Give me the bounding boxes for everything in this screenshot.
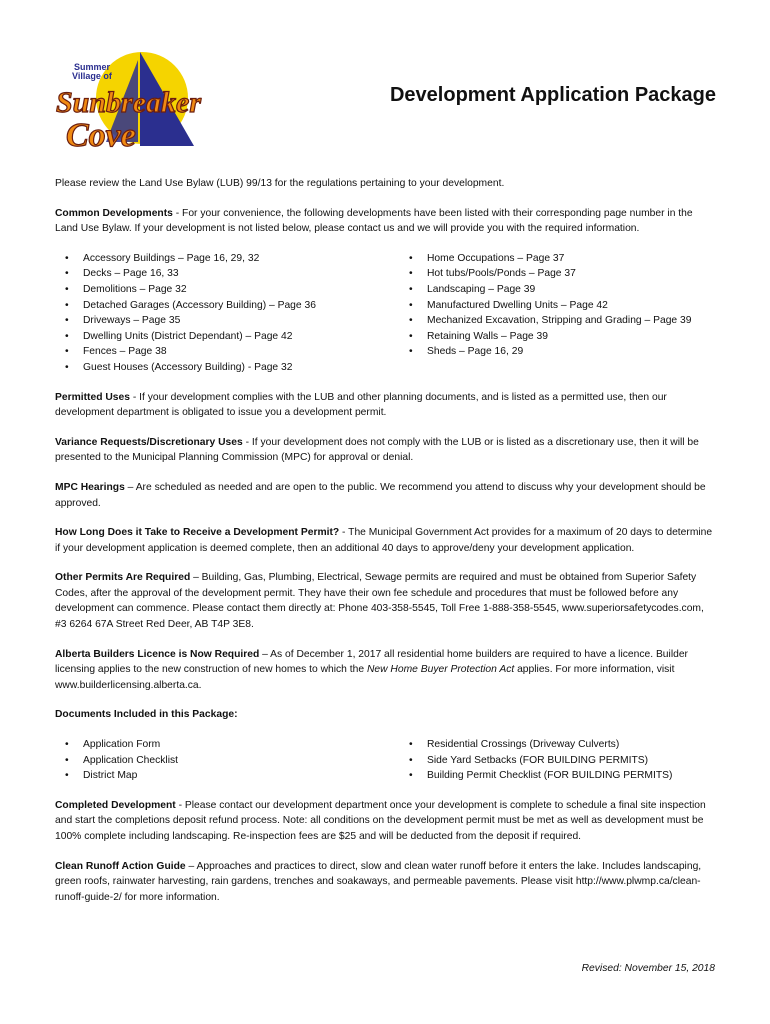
variance-text: - If your development does not comply with the LUB or is listed as a discretionary use, then it will be presented to the Municipal Planning Commission (MPC) for approval or denial. — [55, 436, 699, 464]
list-item: • Landscaping – Page 39 — [399, 282, 717, 298]
common-list-right — [399, 251, 717, 376]
intro-paragraph: Please review the Land Use Bylaw (LUB) 99/13 for the regulations pertaining to your development. — [55, 178, 505, 189]
common-heading: Common Developments — [55, 207, 173, 219]
permitted-heading: Permitted Uses — [55, 391, 130, 403]
mpc-text: – Are scheduled as needed and are open to the public. We recommend you attend to discuss why your development should be approved. — [55, 481, 706, 509]
document-body — [55, 176, 717, 919]
list-item: • Building Permit Checklist (FOR BUILDING PERMITS) — [399, 768, 717, 784]
list-item: • Accessory Buildings – Page 16, 29, 32 — [55, 251, 399, 267]
runoff-text: – Approaches and practices to direct, slow and clean water runoff before it enters the lake. Includes landscaping, green roofs, rainwater harvesting, rain gardens, trenches and soakaways, and permeable pavements. Please visit http://www.plwmp.ca/clean-runoff-guide-2/ for more information. — [55, 860, 702, 903]
permitted-uses-paragraph — [55, 390, 717, 421]
sunbreaker-cove-logo — [54, 46, 204, 164]
alberta-heading: Alberta Builders Licence is Now Required — [55, 648, 260, 660]
list-item: • Driveways – Page 35 — [55, 313, 399, 329]
completed-text: - Please contact our development department once your development is complete to schedule a final site inspection and start the completions deposit refund process. Note: all conditions on the development permit must be met as well as development must be 100% complete including landscaping. Re-inspection fees are $25 and will be deducted from the deposit if required. — [55, 799, 706, 842]
logo-line2: Village of — [72, 71, 112, 81]
list-item: • Sheds – Page 16, 29 — [399, 344, 717, 360]
documents-heading-text: Documents Included in this Package: — [55, 709, 238, 721]
revised-date: Revised: November 15, 2018 — [581, 963, 715, 974]
howlong-heading: How Long Does it Take to Receive a Development Permit? — [55, 527, 340, 539]
list-item: • Retaining Walls – Page 39 — [399, 329, 717, 345]
how-long-paragraph — [55, 525, 717, 556]
list-item: • Mechanized Excavation, Stripping and Grading – Page 39 — [399, 313, 717, 329]
list-item: • Application Checklist — [55, 753, 399, 769]
alberta-text2: applies. For more information, visit www.builderlicensing.alberta.ca. — [55, 664, 675, 691]
common-text: - For your convenience, the following developments have been listed with their corresponding page number in the Land Use Bylaw. If your development is not listed below, please contact us and we will provide you with the required information. — [55, 207, 693, 235]
common-developments-paragraph — [55, 206, 717, 237]
alberta-licence-paragraph — [55, 647, 717, 694]
list-item: • District Map — [55, 768, 399, 784]
variance-paragraph — [55, 435, 717, 466]
completed-heading: Completed Development — [55, 799, 176, 811]
documents-list-right — [399, 737, 717, 784]
mpc-heading: MPC Hearings — [55, 481, 125, 493]
mpc-hearings-paragraph — [55, 480, 717, 511]
other-text: – Building, Gas, Plumbing, Electrical, Sewage permits are required and must be obtained from Superior Safety Codes, after the approval of the development permit. They have their own fee schedule and procedures that must be followed before any development can commence. Please contact them directly at: Phone 403-358-5545, Toll Free 1-888-358-5545, www.superiorsafetycodes.com, #3 6264 67A Street Red Deer, AB T4P 3E8. — [55, 572, 704, 631]
list-item: • Manufactured Dwelling Units – Page 42 — [399, 298, 717, 314]
list-item: • Guest Houses (Accessory Building) - Page 32 — [55, 360, 399, 376]
documents-list — [55, 737, 717, 784]
list-item: • Application Form — [55, 737, 399, 753]
list-item: • Decks – Page 16, 33 — [55, 266, 399, 282]
list-item: • Side Yard Setbacks (FOR BUILDING PERMITS) — [399, 753, 717, 769]
documents-list-left — [55, 737, 399, 784]
logo-word1: Sunbreaker — [56, 86, 202, 119]
completed-development-paragraph — [55, 798, 717, 845]
list-item: • Dwelling Units (District Dependant) – Page 42 — [55, 329, 399, 345]
documents-heading — [55, 707, 717, 723]
other-heading: Other Permits Are Required — [55, 572, 191, 584]
runoff-guide-paragraph — [55, 859, 717, 906]
common-developments-list — [55, 251, 717, 376]
logo-line1: Summer — [74, 62, 111, 72]
howlong-text: - The Municipal Government Act provides for a maximum of 20 days to determine if your development application is deemed complete, then an additional 40 days to approve/deny your development application. — [55, 527, 713, 554]
list-item: • Demolitions – Page 32 — [55, 282, 399, 298]
list-item: • Hot tubs/Pools/Ponds – Page 37 — [399, 266, 717, 282]
list-item: • Fences – Page 38 — [55, 344, 399, 360]
variance-heading: Variance Requests/Discretionary Uses — [55, 436, 243, 448]
runoff-heading: Clean Runoff Action Guide — [55, 860, 186, 872]
list-item: • Home Occupations – Page 37 — [399, 251, 717, 267]
act-name: New Home Buyer Protection Act — [366, 664, 515, 676]
alberta-text1: – As of December 1, 2017 all residential home builders are required to have a licence. Builder licensing applies to the new construction of new homes to which the — [55, 648, 688, 676]
page-title: Development Application Package — [389, 84, 716, 106]
list-item: • Detached Garages (Accessory Building) – Page 36 — [55, 298, 399, 314]
common-list-left — [55, 251, 399, 376]
permitted-text: - If your development complies with the LUB and other planning documents, and is listed as a permitted use, then our development department is obligated to issue you a development permit. — [55, 391, 667, 419]
logo-word2: Cove — [66, 117, 136, 154]
list-item: • Residential Crossings (Driveway Culverts) — [399, 737, 717, 753]
other-permits-paragraph — [55, 570, 717, 632]
